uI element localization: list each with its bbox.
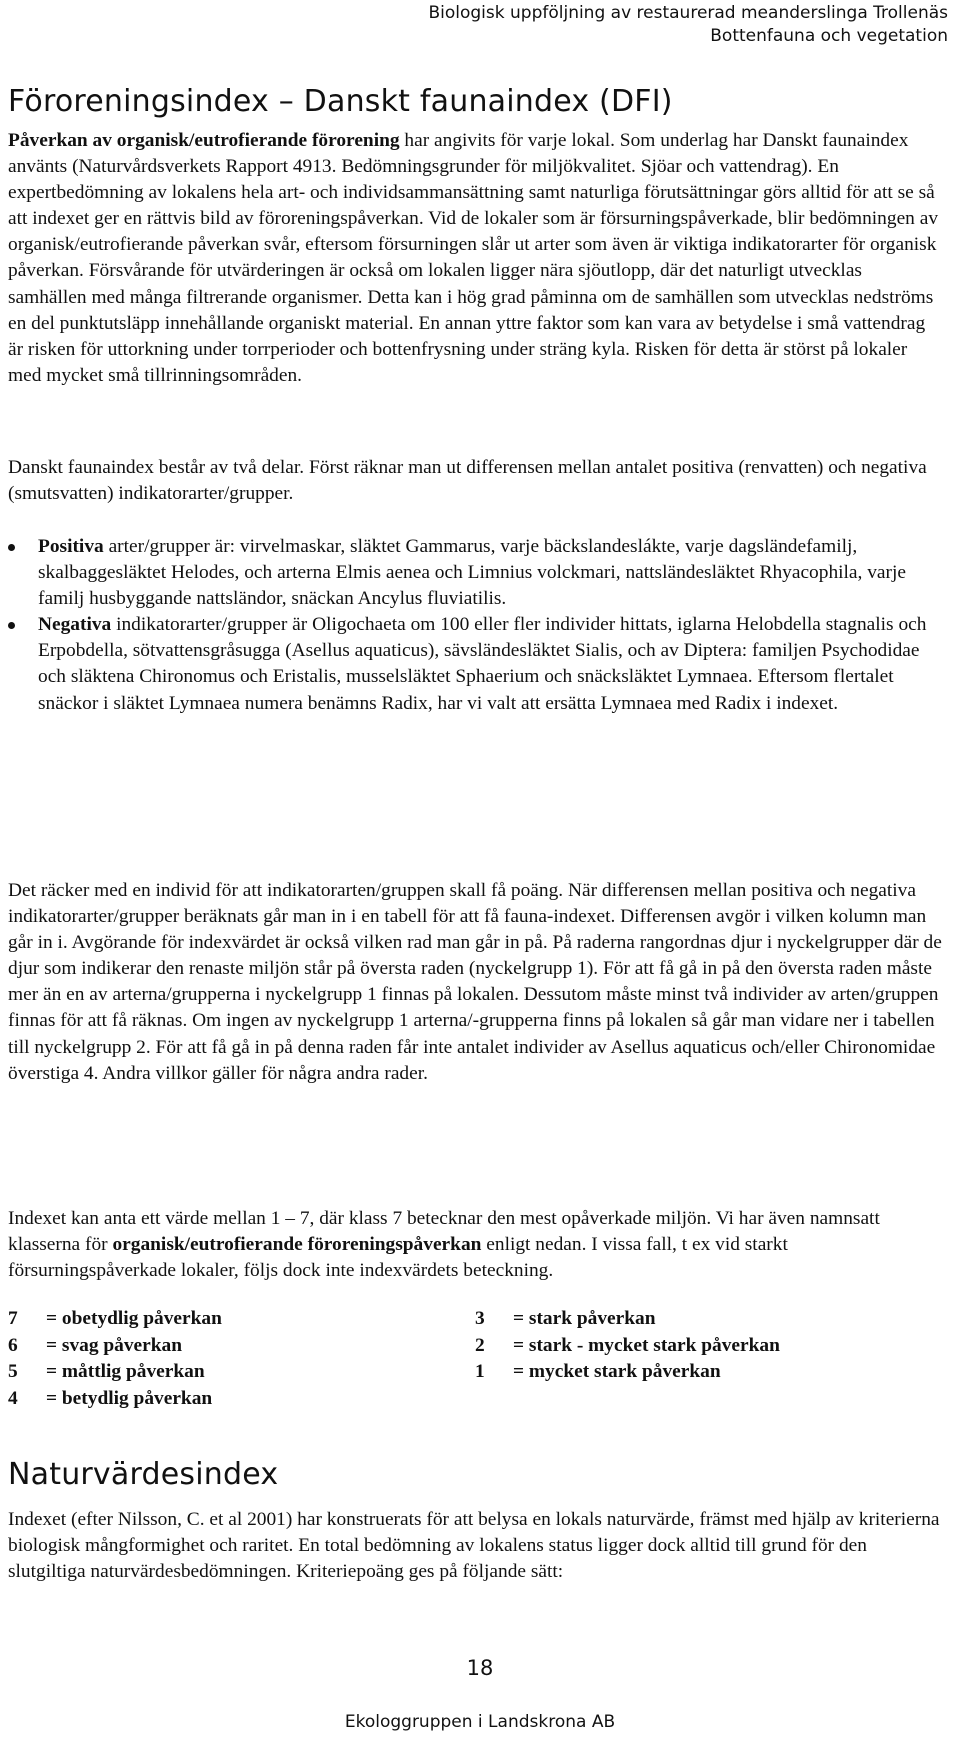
- class-row: [8, 1359, 222, 1386]
- list-item-negative: [8, 612, 942, 716]
- list-item-positive: [8, 534, 942, 612]
- class-number: 4: [8, 1387, 18, 1409]
- paragraph-dfi-classes: [8, 1206, 942, 1284]
- class-row: [475, 1306, 780, 1333]
- class-row: [8, 1386, 222, 1413]
- class-label: = obetydlig påverkan: [46, 1308, 222, 1329]
- class-label: = svag påverkan: [46, 1334, 183, 1356]
- header-title: Biologisk uppföljning av restaurerad meanderslinga Trollenäs: [428, 3, 948, 23]
- text-negativa: indikatorarter/grupper är Oligochaeta om 100 eller fler individer hittats, iglarna Helobdella stagnalis och Erpobdella, sötvattensgråsugga (Asellus aquaticus), sävsländesläktet Sialis, och av Diptera: familjen Psychodidae och släktena Chironomus och Eristalis, musselsläktet Sphaerium och snäcksläktet Lymnaea. Eftersom flertalet snäckor i släktet Lymnaea numera benämns Radix, har vi valt att ersätta Lymnaea med Radix i indexet.: [38, 614, 927, 714]
- text-positiva: arter/grupper är: virvelmaskar, släktet Gammarus, varje bäckslandeslákte, varje dagsländefamilj, skalbaggesläktet Helodes, och arterna Elmis aenea och Limnius volckmari, nattsländesläktet Rhyacophila, varje familj husbyggande nattsländor, snäckan Ancylus fluviatilis.: [38, 536, 906, 610]
- header-subtitle: Bottenfauna och vegetation: [710, 26, 948, 46]
- class-label: = stark påverkan: [513, 1308, 656, 1329]
- class-label: = mycket stark påverkan: [513, 1361, 721, 1383]
- class-number: 5: [8, 1361, 18, 1383]
- footer-organization: Ekologgruppen i Landskrona AB: [344, 1712, 616, 1732]
- label-negativa: Negativa: [38, 614, 112, 636]
- class-row: [8, 1333, 222, 1360]
- paragraph-dfi-parts: Danskt faunaindex består av två delar. Först räknar man ut differensen mellan antalet positiva (renvatten) och negativa (smutsvatten) indikatorarter/grupper.: [8, 457, 927, 505]
- class-scale-left: [8, 1306, 222, 1412]
- paragraph-dfi-method: Det räcker med en individ för att indikatorarten/gruppen skall få poäng. När differensen mellan positiva och negativa indikatorarter/grupper beräknats går man in i en tabell för att få fauna-indexet. Differensen avgör i vilken kolumn man går in i. Avgörande för indexvärdet är också vilken rad man går in på. På raderna rangordnas djur i nyckelgrupper där de djur som indikerar den renaste miljön står på översta raden (nyckelgrupp 1). För att få gå in på den översta raden måste mer än en av arterna/grupperna i nyckelgrupp 1 finnas på lokalen. Dessutom måste minst två individer av arten/gruppen finnas för att få räknas. Om ingen av nyckelgrupp 1 arterna/-grupperna finns på lokalen så går man vidare ner i tabellen till nyckelgrupp 2. För att få gå in på denna raden får inte antalet individer av Asellus aquaticus och/eller Chironomidae överstiga 4. Andra villkor gäller för några andra rader.: [8, 880, 942, 1084]
- emphasis-pavarkan: Påverkan av organisk/eutrofierande förorening: [8, 130, 400, 151]
- classes-text-b: enligt nedan. I vissa fall, t ex vid starkt försurningspåverkade lokaler, följs dock inte indexvärdets beteckning.: [8, 1234, 788, 1282]
- class-row: [475, 1333, 780, 1360]
- paragraph-naturvardesindex: Indexet (efter Nilsson, C. et al 2001) har konstruerats för att belysa en lokals naturvärde, främst med hjälp av kriterierna biologisk mångformighet och raritet. En total bedömning av lokalens status ligger dock alltid till grund för den slutgiltiga naturvärdesbedömningen. Kriteriepoäng ges på följande sätt:: [8, 1509, 940, 1583]
- class-number: 1: [475, 1361, 485, 1383]
- paragraph-dfi-intro-text: har angivits för varje lokal. Som underlag har Danskt faunaindex använts (Naturvårdsverkets Rapport 4913. Bedömningsgrunder för miljökvalitet. Sjöar och vattendrag). En expertbedömning av lokalens hela art- och individsammansättning samt naturliga förutsättningar görs alltid för att se så att indexet ger en rättvis bild av föroreningspåverkan. Vid de lokaler som är försurningspåverkade, blir bedömningen av organisk/eutrofierande påverkan svår, eftersom försurningen slår ut arter som även är viktiga indikatorarter för organisk påverkan. Försvårande för utvärderingen är också om lokalen ligger nära sjöutlopp, där det naturligt utvecklas samhällen med många filtrerande organismer. Detta kan i hög grad påminna om de samhällen som utvecklas nedströms en del punktutsläpp innehållande organiskt material. En annan yttre faktor som kan vara av betydelse i små vattendrag är risken för uttorkning under torrperioder och bottenfrysning under sträng kyla. Risken för detta är störst på lokaler med mycket små tillrinningsområden.: [8, 130, 939, 386]
- class-row: [8, 1306, 222, 1333]
- bullet-icon: [8, 622, 15, 629]
- bullet-icon: [8, 544, 15, 551]
- class-label: = måttlig påverkan: [46, 1361, 205, 1383]
- emphasis-fororeningspaverkan: organisk/eutrofierande föroreningspåverkan: [112, 1234, 482, 1256]
- classes-text-a: Indexet kan anta ett värde mellan 1 – 7, där klass 7 betecknar den mest opåverkade miljön. Vi har även namnsatt klasserna för: [8, 1208, 880, 1256]
- class-number: 6: [8, 1334, 18, 1356]
- paragraph-dfi-intro: [8, 128, 942, 389]
- class-row: [475, 1359, 780, 1386]
- section-title-naturvardesindex: Naturvärdesindex: [8, 1457, 279, 1492]
- page-number: 18: [466, 1656, 494, 1680]
- running-header: [428, 2, 948, 48]
- class-number: 3: [475, 1308, 485, 1329]
- class-scale-right: [475, 1306, 780, 1386]
- section-title-dfi: Föroreningsindex – Danskt faunaindex (DFI): [8, 84, 673, 119]
- class-number: 2: [475, 1334, 485, 1356]
- indicator-list: [8, 534, 942, 717]
- label-positiva: Positiva: [38, 536, 104, 557]
- class-label: = stark - mycket stark påverkan: [513, 1334, 780, 1356]
- class-number: 7: [8, 1308, 18, 1329]
- class-label: = betydlig påverkan: [46, 1387, 213, 1409]
